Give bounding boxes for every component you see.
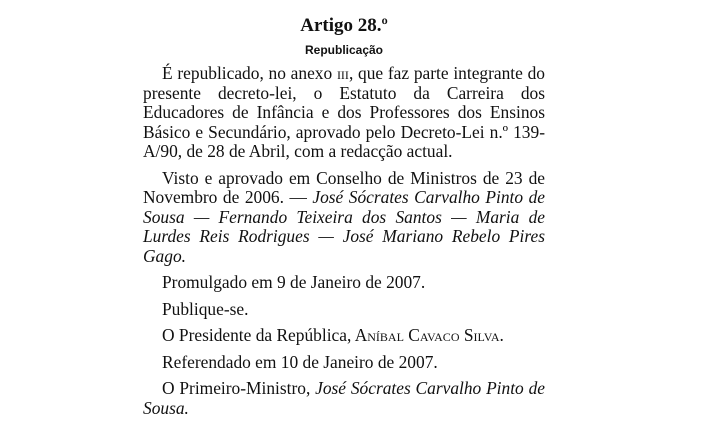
p1-text-end: , que faz parte integrante do presente decreto-lei, o Estatuto da Carreira dos Educadores de Infância e dos Professores dos Ensinos Básico e Secundário, aprovado pelo Decreto-Lei n.º 139-A/90, de 28 de Abril, com a redacção actual. bbox=[143, 63, 545, 161]
annex-number: iii bbox=[336, 63, 349, 83]
article-subtitle: Republicação bbox=[304, 43, 384, 57]
prime-minister-name: José Sócrates Carvalho Pinto de Sousa. bbox=[143, 378, 545, 418]
p1-text-start: É republicado, no anexo bbox=[162, 63, 337, 83]
paragraph-primeiro-ministro bbox=[143, 379, 545, 418]
p2-signatories: José Sócrates Carvalho Pinto de Sousa — Fernando Teixeira dos Santos — Maria de Lurdes Reis Rodrigues — José Mariano Rebelo Pires Gago. bbox=[143, 187, 545, 266]
president-first-rest: níbal bbox=[367, 325, 404, 345]
president-name bbox=[355, 325, 500, 345]
p5-end: . bbox=[499, 325, 504, 345]
president-last-initial: S bbox=[463, 325, 474, 345]
paragraph-promulgado: Promulgado em 9 de Janeiro de 2007. bbox=[162, 272, 426, 292]
paragraph-publique: Publique-se. bbox=[162, 298, 249, 319]
p5-text: O Presidente da República, bbox=[162, 325, 355, 345]
article-title: Artigo 28.º bbox=[300, 15, 388, 36]
paragraph-presidente bbox=[143, 326, 545, 346]
paragraph-referendado: Referendado em 10 de Janeiro de 2007. bbox=[162, 351, 438, 372]
p7-text: O Primeiro-Ministro, bbox=[162, 378, 316, 398]
president-mid-rest: avaco bbox=[419, 325, 460, 345]
president-last-rest: ilva bbox=[473, 325, 500, 345]
document-page bbox=[143, 14, 545, 425]
paragraph-republicacao bbox=[143, 64, 545, 162]
p2-text: Visto e aprovado em Conselho de Ministros de 23 de Novembro de 2006. — bbox=[143, 167, 545, 207]
president-first-initial: A bbox=[354, 325, 368, 345]
paragraph-visto bbox=[143, 169, 545, 267]
president-mid-initial: C bbox=[408, 325, 420, 345]
